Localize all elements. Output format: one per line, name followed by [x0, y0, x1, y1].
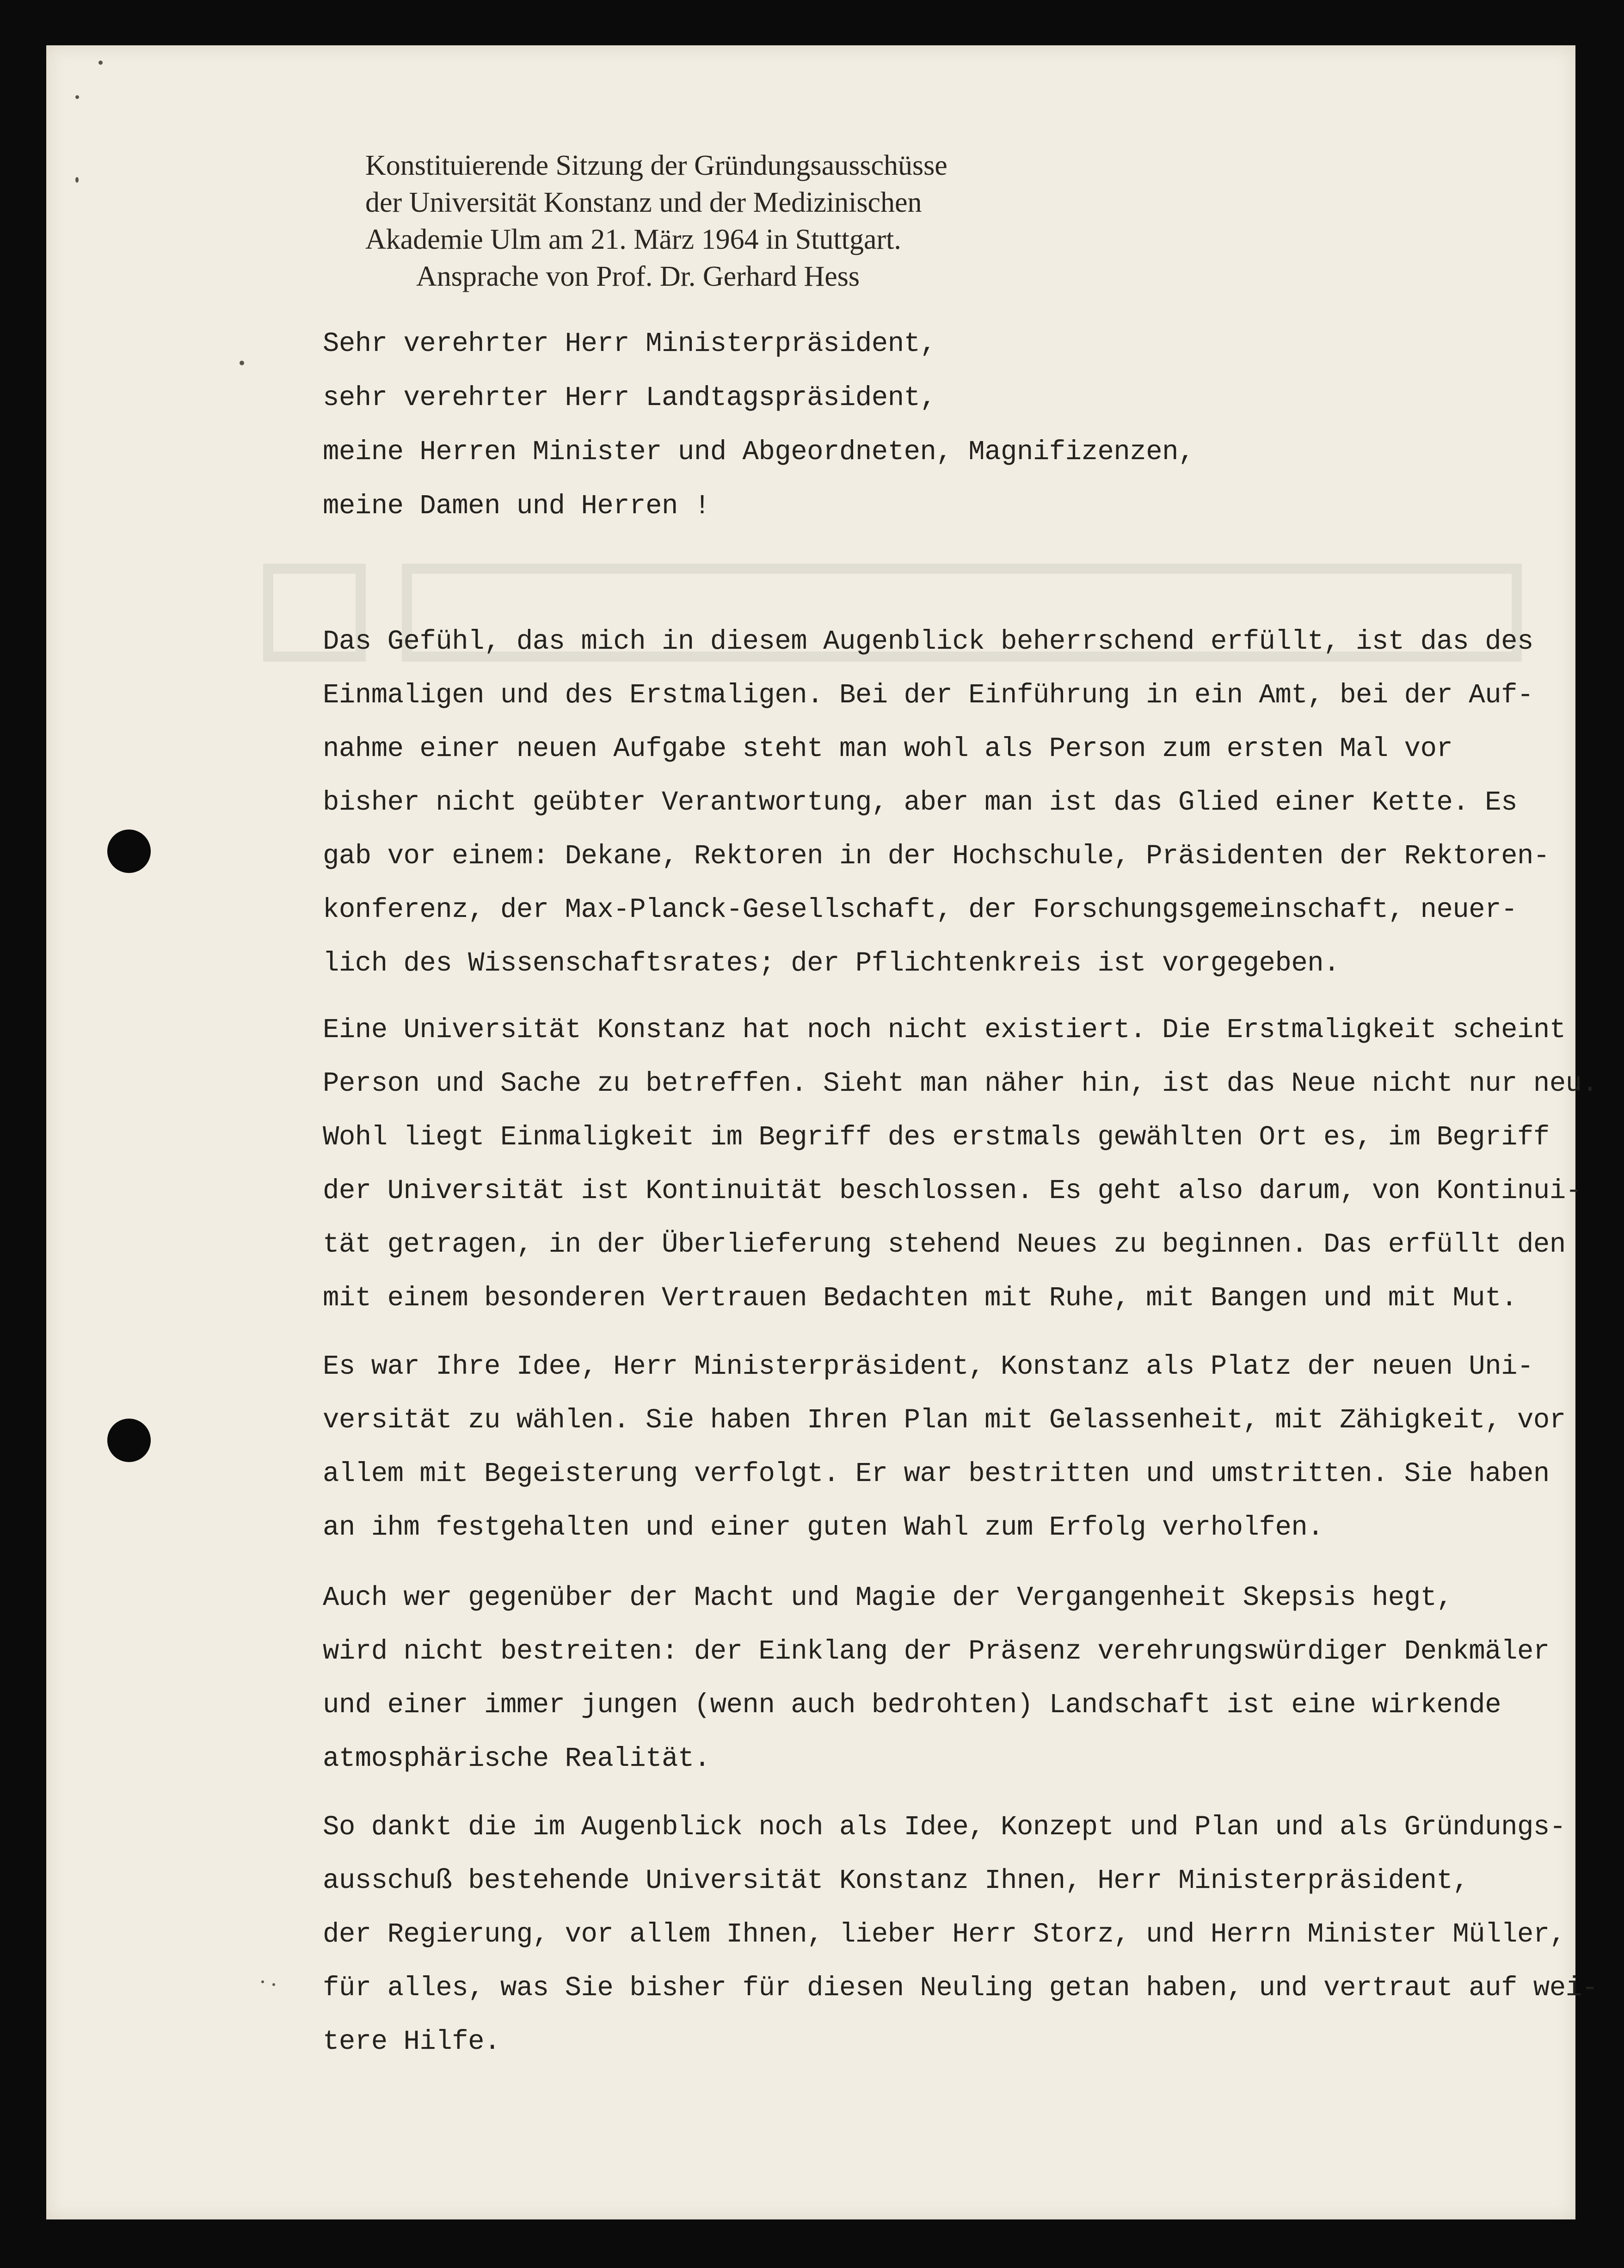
heading-line: Konstituierende Sitzung der Gründungsausschüsse [365, 150, 947, 181]
text-line: gab vor einem: Dekane, Rektoren in der Hochschule, Präsidenten der Rektoren- [323, 841, 1550, 872]
text-line: nahme einer neuen Aufgabe steht man wohl als Person zum ersten Mal vor [323, 733, 1453, 764]
text-line: allem mit Begeisterung verfolgt. Er war bestritten und umstritten. Sie haben [323, 1458, 1550, 1489]
text-line: So dankt die im Augenblick noch als Idee, Konzept und Plan und als Gründungs- [323, 1812, 1566, 1843]
paper-speck [98, 61, 103, 65]
text-line: an ihm festgehalten und einer guten Wahl zum Erfolg verholfen. [323, 1512, 1324, 1543]
paper-speck [240, 361, 244, 365]
text-line: wird nicht bestreiten: der Einklang der Präsenz verehrungswürdiger Denkmäler [323, 1636, 1550, 1667]
paragraph-3 [323, 1340, 1581, 1555]
text-line: atmosphärische Realität. [323, 1743, 710, 1774]
text-line: versität zu wählen. Sie haben Ihren Plan mit Gelassenheit, mit Zähigkeit, vor [323, 1405, 1566, 1436]
salutation [323, 317, 1581, 533]
salutation-line: meine Herren Minister und Abgeordneten, Magnifizenzen, [323, 436, 1194, 467]
text-line: konferenz, der Max-Planck-Gesellschaft, der Forschungsgemeinschaft, neuer- [323, 894, 1518, 925]
heading-line: Ansprache von Prof. Dr. Gerhard Hess [416, 261, 860, 292]
paper-speck [75, 95, 79, 99]
text-line: mit einem besonderen Vertrauen Bedachten mit Ruhe, mit Bangen und mit Mut. [323, 1283, 1518, 1314]
heading-line: Akademie Ulm am 21. März 1964 in Stuttgart. [365, 224, 901, 255]
paper-speck [272, 1983, 275, 1986]
text-line: bisher nicht geübter Verantwortung, aber man ist das Glied einer Kette. Es [323, 787, 1518, 818]
text-line: Wohl liegt Einmaligkeit im Begriff des erstmals gewählten Ort es, im Begriff [323, 1122, 1550, 1153]
paragraph-4 [323, 1571, 1581, 1786]
text-line: Person und Sache zu betreffen. Sieht man näher hin, ist das Neue nicht nur neu. [323, 1068, 1598, 1099]
text-line: Das Gefühl, das mich in diesem Augenblick beherrschend erfüllt, ist das des [323, 626, 1533, 657]
paragraph-2 [323, 1003, 1598, 1325]
text-line: und einer immer jungen (wenn auch bedrohten) Landschaft ist eine wirkende [323, 1690, 1501, 1721]
text-line: Einmaligen und des Erstmaligen. Bei der Einführung in ein Amt, bei der Auf- [323, 680, 1533, 711]
text-line: Es war Ihre Idee, Herr Ministerpräsident, Konstanz als Platz der neuen Uni- [323, 1351, 1533, 1382]
paper-speck [75, 177, 79, 183]
text-line: Auch wer gegenüber der Macht und Magie der Vergangenheit Skepsis hegt, [323, 1582, 1453, 1613]
paragraph-5 [323, 1801, 1598, 2069]
punch-hole-lower [107, 1419, 151, 1462]
document-heading [365, 147, 947, 295]
text-line: für alles, was Sie bisher für diesen Neuling getan haben, und vertraut auf wei- [323, 1973, 1598, 2004]
text-line: lich des Wissenschaftsrates; der Pflichtenkreis ist vorgegeben. [323, 948, 1340, 979]
heading-line: der Universität Konstanz und der Medizinischen [365, 187, 922, 218]
text-line: der Regierung, vor allem Ihnen, lieber Herr Storz, und Herrn Minister Müller, [323, 1919, 1566, 1950]
salutation-line: meine Damen und Herren ! [323, 491, 710, 522]
salutation-line: Sehr verehrter Herr Ministerpräsident, [323, 328, 936, 359]
paragraph-1 [323, 615, 1581, 990]
salutation-line: sehr verehrter Herr Landtagspräsident, [323, 382, 936, 413]
text-line: Eine Universität Konstanz hat noch nicht existiert. Die Erstmaligkeit scheint [323, 1014, 1566, 1045]
punch-hole-upper [107, 830, 151, 873]
text-line: ausschuß bestehende Universität Konstanz Ihnen, Herr Ministerpräsident, [323, 1865, 1469, 1896]
text-line: tere Hilfe. [323, 2026, 500, 2057]
text-line: tät getragen, in der Überlieferung stehend Neues zu beginnen. Das erfüllt den [323, 1229, 1566, 1260]
paper-speck [261, 1980, 264, 1983]
text-line: der Universität ist Kontinuität beschlossen. Es geht also darum, von Kontinui- [323, 1175, 1582, 1206]
